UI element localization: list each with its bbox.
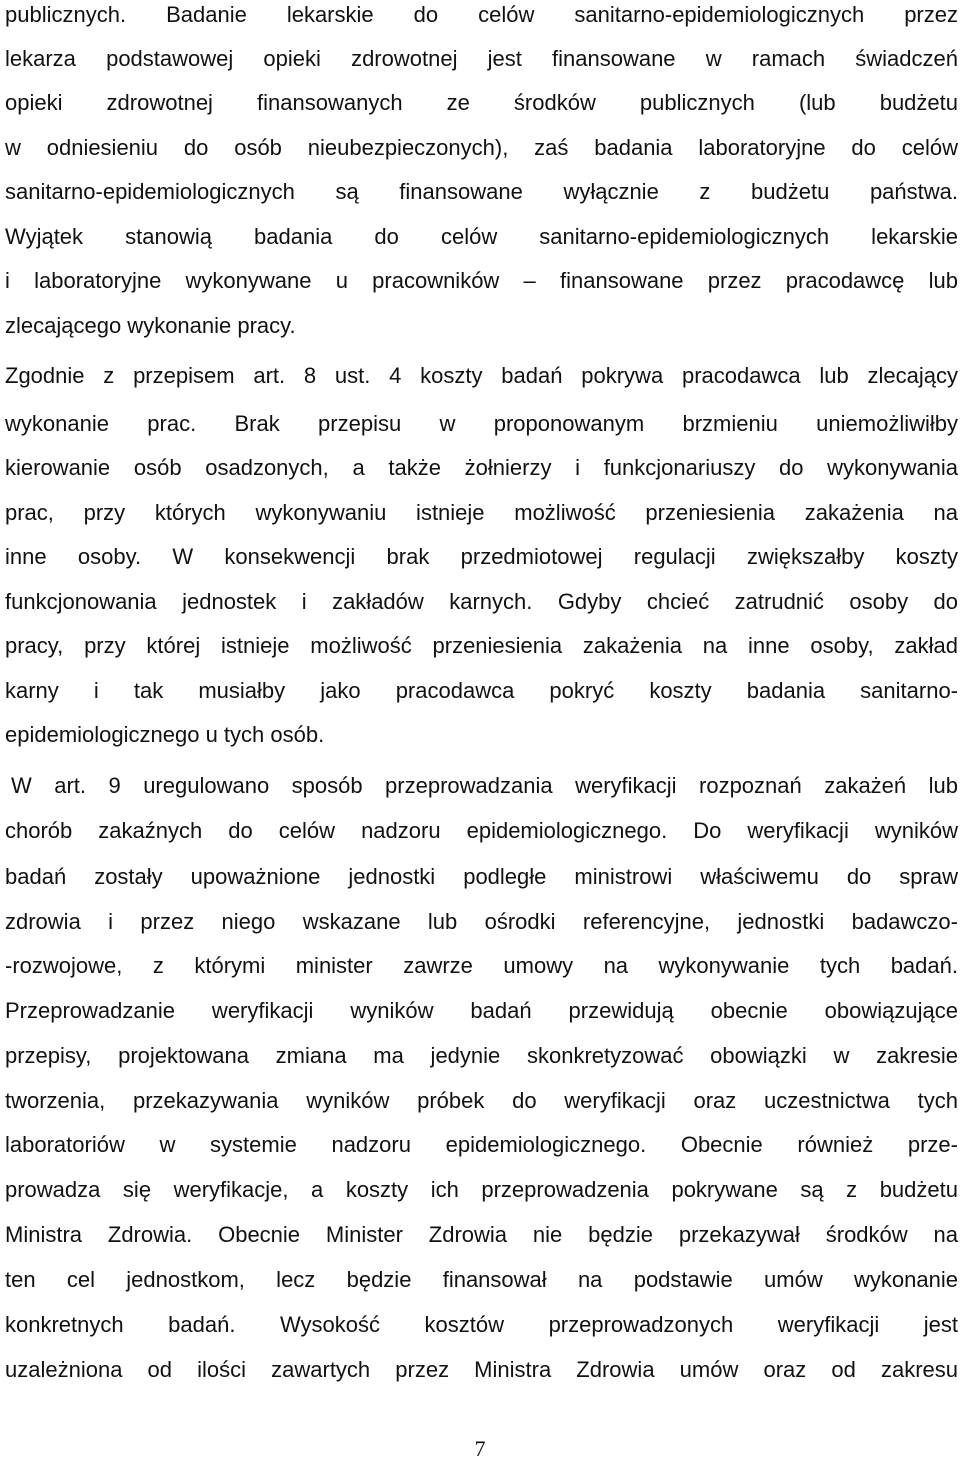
- text-line: laboratoriów w systemie nadzoru epidemiologicznego. Obecnie również prze-: [5, 1132, 958, 1157]
- text-line: epidemiologicznego u tych osób.: [5, 722, 325, 747]
- text-line: chorób zakaźnych do celów nadzoru epidemiologicznego. Do weryfikacji wyników: [5, 818, 958, 843]
- text-line: i laboratoryjne wykonywane u pracowników – finansowane przez pracodawcę lub: [5, 268, 958, 293]
- text-line: uzależniona od ilości zawartych przez Ministra Zdrowia umów oraz od zakresu: [5, 1357, 958, 1382]
- text-line: inne osoby. W konsekwencji brak przedmiotowej regulacji zwiększałby koszty: [5, 544, 958, 569]
- text-line: kierowanie osób osadzonych, a także żołnierzy i funkcjonariuszy do wykonywania: [5, 455, 958, 480]
- text-line: -rozwojowe, z którymi minister zawrze umowy na wykonywanie tych badań.: [5, 953, 958, 978]
- text-line: sanitarno-epidemiologicznych są finansowane wyłącznie z budżetu państwa.: [5, 179, 958, 204]
- text-line: w odniesieniu do osób nieubezpieczonych), zaś badania laboratoryjne do celów: [5, 135, 958, 160]
- text-line: zdrowia i przez niego wskazane lub ośrodki referencyjne, jednostki badawczo-: [5, 909, 958, 934]
- text-line: wykonanie prac. Brak przepisu w proponowanym brzmieniu uniemożliwiłby: [5, 411, 958, 436]
- text-line: konkretnych badań. Wysokość kosztów przeprowadzonych weryfikacji jest: [5, 1312, 958, 1337]
- text-line: Ministra Zdrowia. Obecnie Minister Zdrowia nie będzie przekazywał środków na: [5, 1222, 958, 1247]
- text-line: przepisy, projektowana zmiana ma jedynie skonkretyzować obowiązki w zakresie: [5, 1043, 958, 1068]
- text-line: Wyjątek stanowią badania do celów sanitarno-epidemiologicznych lekarskie: [5, 224, 958, 249]
- page-number: 7: [474, 1436, 486, 1461]
- text-line: tworzenia, przekazywania wyników próbek do weryfikacji oraz uczestnictwa tych: [5, 1088, 958, 1113]
- text-line: opieki zdrowotnej finansowanych ze środków publicznych (lub budżetu: [5, 90, 958, 115]
- text-line: funkcjonowania jednostek i zakładów karnych. Gdyby chcieć zatrudnić osoby do: [5, 589, 958, 614]
- text-line: ten cel jednostkom, lecz będzie finansował na podstawie umów wykonanie: [5, 1267, 958, 1292]
- text-line: Zgodnie z przepisem art. 8 ust. 4 koszty badań pokrywa pracodawca lub zlecający: [5, 363, 958, 388]
- text-line: prowadza się weryfikacje, a koszty ich przeprowadzenia pokrywane są z budżetu: [5, 1177, 958, 1202]
- text-line: lekarza podstawowej opieki zdrowotnej jest finansowane w ramach świadczeń: [5, 46, 958, 71]
- text-line: publicznych. Badanie lekarskie do celów sanitarno-epidemiologicznych przez: [5, 2, 958, 27]
- text-line: W art. 9 uregulowano sposób przeprowadzania weryfikacji rozpoznań zakażeń lub: [11, 773, 958, 798]
- text-line: Przeprowadzanie weryfikacji wyników badań przewidują obecnie obowiązujące: [5, 998, 958, 1023]
- text-line: prac, przy których wykonywaniu istnieje możliwość przeniesienia zakażenia na: [5, 500, 958, 525]
- text-line: zlecającego wykonanie pracy.: [5, 313, 296, 338]
- text-line: badań zostały upoważnione jednostki podległe ministrowi właściwemu do spraw: [5, 864, 958, 889]
- text-line: karny i tak musiałby jako pracodawca pokryć koszty badania sanitarno-: [5, 678, 958, 703]
- text-line: pracy, przy której istnieje możliwość przeniesienia zakażenia na inne osoby, zakład: [5, 633, 958, 658]
